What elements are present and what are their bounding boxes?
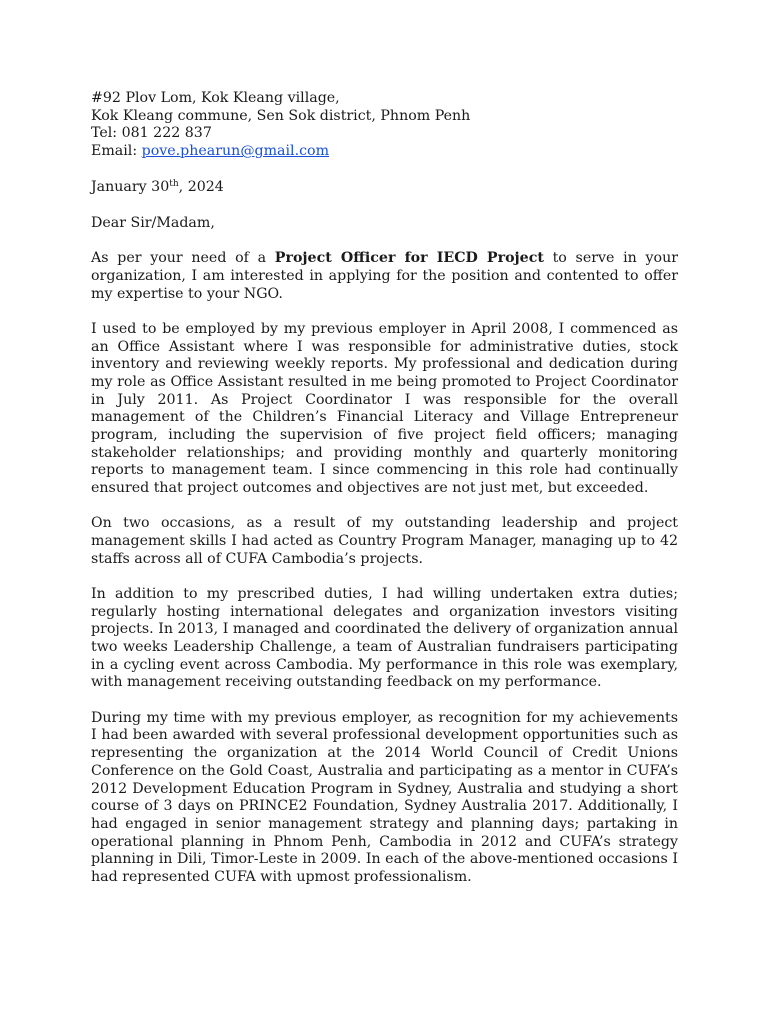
date-year: , 2024	[178, 178, 224, 195]
telephone: Tel: 081 222 837	[91, 125, 212, 142]
address-line-2: Kok Kleang commune, Sen Sok district, Phnom Penh	[91, 107, 471, 124]
position-title: Project Officer for IECD Project	[274, 250, 544, 267]
paragraph-5: During my time with my previous employer, as recognition for my achievements I had been awarded with several professional development opportunities such as representing the organization at the 2014 World Council of Credit Unions Conference on the Gold Coast, Australia and participating as a mentor in CUFA’s 2012 Development Education Program in Sydney, Australia and studying a short course of 3 days on PRINCE2 Foundation, Sydney Australia 2017. Additionally, I had engaged in senior management strategy and planning days; partaking in operational planning in Phnom Penh, Cambodia in 2012 and CUFA’s strategy planning in Dili, Timor-Leste in 2009. In each of the above-mentioned occasions I had represented CUFA with upmost professionalism.	[91, 709, 678, 886]
paragraph-1-intro: As per your need of a	[91, 250, 275, 267]
salutation: Dear Sir/Madam,	[91, 214, 215, 231]
letter-date	[91, 179, 678, 197]
date-ordinal: th	[169, 178, 179, 189]
sender-address	[91, 90, 678, 161]
paragraph-3: On two occasions, as a result of my outstanding leadership and project management skills I had acted as Country Program Manager, managing up to 42 staffs across all of CUFA Cambodia’s projects.	[91, 515, 678, 567]
paragraph-4: In addition to my prescribed duties, I had willing undertaken extra duties; regularly hosting international delegates and organization investors visiting projects. In 2013, I managed and coordinated the delivery of organization annual two weeks Leadership Challenge, a team of Australian fundraisers participating in a cycling event across Cambodia. My performance in this role was exemplary, with management receiving outstanding feedback on my performance.	[91, 585, 678, 691]
address-line-1: #92 Plov Lom, Kok Kleang village,	[91, 90, 340, 106]
paragraph-1	[91, 250, 678, 303]
paragraph-1-rest: to serve in your organization, I am interested in applying for the position and contented to offer my expertise to your NGO.	[91, 250, 678, 302]
email-label: Email:	[91, 143, 142, 160]
paragraph-2: I used to be employed by my previous employer in April 2008, I commenced as an Office Assistant where I was responsible for administrative duties, stock inventory and reviewing weekly reports. My professional and dedication during my role as Office Assistant resulted in me being promoted to Project Coordinator in July 2011. As Project Coordinator I was responsible for the overall management of the Children’s Financial Literacy and Village Entrepreneur program, including the supervision of five project field officers; managing stakeholder relationships; and providing monthly and quarterly monitoring reports to management team. I since commencing in this role had continually ensured that project outcomes and objectives are not just met, but exceeded.	[91, 320, 678, 497]
date-day: January 30	[91, 178, 170, 195]
email-link[interactable]: pove.phearun@gmail.com	[141, 143, 330, 160]
email-line	[91, 143, 678, 161]
